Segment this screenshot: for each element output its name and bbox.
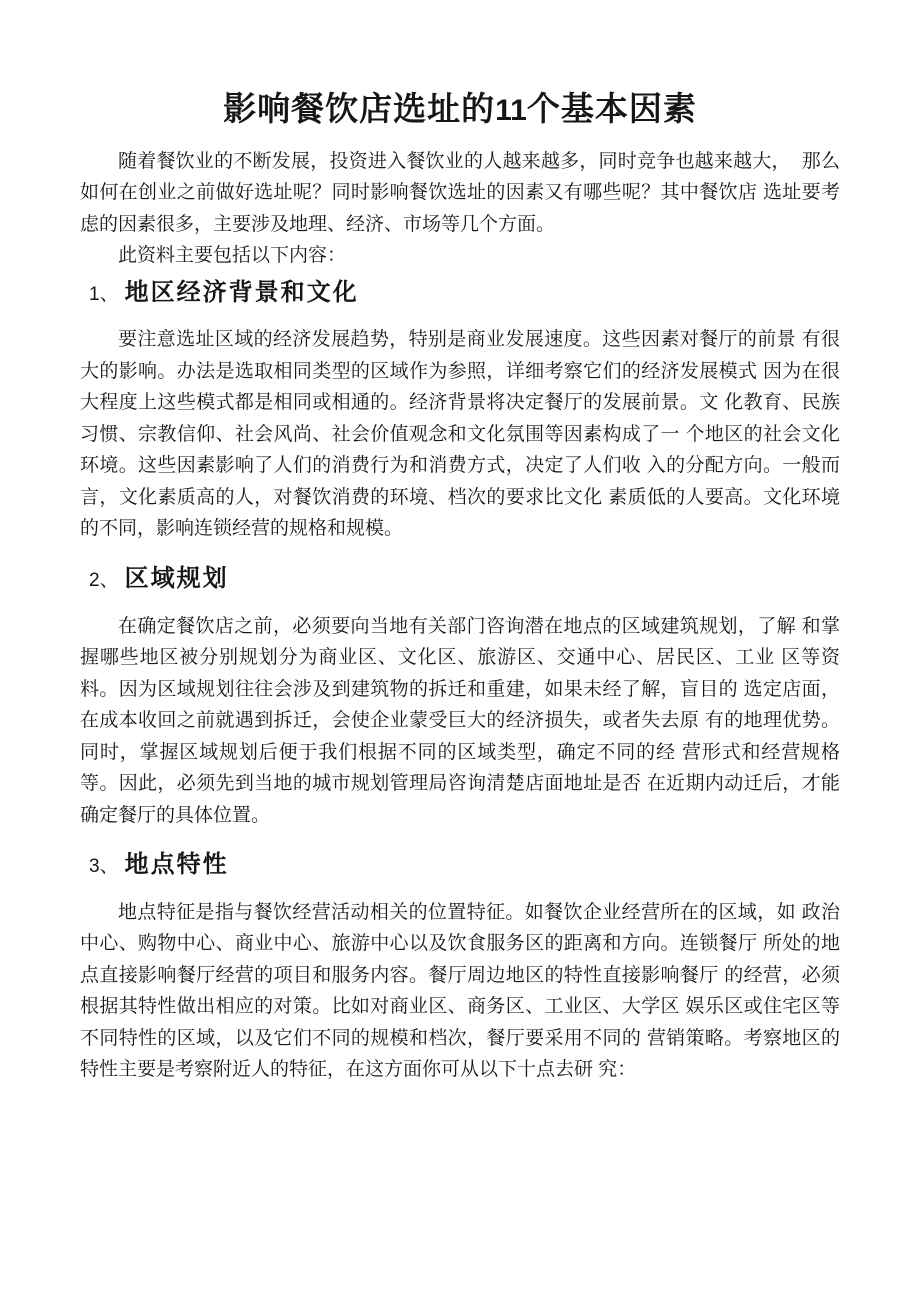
section-3-heading: [89, 851, 840, 880]
section-3-heading-text: 地点特性: [124, 851, 229, 879]
section-3-number: 3、: [89, 856, 119, 878]
page-title-number: 11: [495, 94, 527, 127]
page-title-suffix: 个基本因素: [526, 90, 697, 127]
section-regional-planning: [80, 565, 840, 831]
section-2-number: 2、: [89, 569, 119, 591]
contents-note: 此资料主要包括以下内容：: [118, 245, 347, 266]
section-1-heading: [89, 279, 840, 308]
page-title-prefix: 影响餐饮店选址的: [223, 90, 496, 127]
section-1-body: 要注意选址区域的经济发展趋势，特别是商业发展速度。这些因素对餐厅的前景 有很大的影响。办法是选取相同类型的区域作为参照，详细考察它们的经济发展模式 因为在很大程度上这些模式都是相同或相通的。经济背景将决定餐厅的发展前景。文 化教育、民族习惯、宗教信仰、社会风尚、社会价值观念和文化氛围等因素构成了一 个地区的社会文化环境。这些因素影响了人们的消费行为和消费方式，决定了人们收 入的分配方向。一般而言，文化素质高的人，对餐饮消费的环境、档次的要求比文化 素质低的人要高。文化环境的不同，影响连锁经营的规格和规模。: [80, 329, 840, 540]
intro-paragraph: 随着餐饮业的不断发展，投资进入餐饮业的人越来越多，同时竞争也越来越大， 那么如何在创业之前做好选址呢？同时影响餐饮选址的因素又有哪些呢？其中餐饮店 选址要考虑的因素很多，主要涉及地理、经济、市场等几个方面。: [80, 150, 840, 235]
section-1-number: 1、: [89, 283, 119, 305]
section-3-body: 地点特征是指与餐饮经营活动相关的位置特征。如餐饮企业经营所在的区域，如 政治中心、购物中心、商业中心、旅游中心以及饮食服务区的距离和方向。连锁餐厅 所处的地点直接影响餐厅经营的项目和服务内容。餐厅周边地区的特性直接影响餐厅 的经营，必须根据其特性做出相应的对策。比如对商业区、商务区、工业区、大学区 娱乐区或住宅区等不同特性的区域，以及它们不同的规模和档次，餐厅要采用不同的 营销策略。考察地区的特性主要是考察附近人的特征，在这方面你可从以下十点去研 究：: [80, 901, 840, 1081]
section-location-characteristics: [80, 851, 840, 1086]
section-economic-background: [80, 279, 840, 545]
section-2-heading: [89, 565, 840, 594]
section-2-heading-text: 区域规划: [124, 564, 229, 592]
section-1-heading-text: 地区经济背景和文化: [124, 278, 359, 306]
page-title: [80, 88, 840, 130]
section-2-body: 在确定餐饮店之前，必须要向当地有关部门咨询潜在地点的区域建筑规划，了解 和掌握哪些地区被分别规划分为商业区、文化区、旅游区、交通中心、居民区、工业 区等资料。因为区域规划往往会涉及到建筑物的拆迁和重建，如果未经了解，盲目的 选定店面，在成本收回之前就遇到拆迁，会使企业蒙受巨大的经济损失，或者失去原 有的地理优势。同时，掌握区域规划后便于我们根据不同的区域类型，确定不同的经 营形式和经营规格等。因此，必须先到当地的城市规划管理局咨询清楚店面地址是否 在近期内动迁后，才能确定餐厅的具体位置。: [80, 615, 840, 826]
